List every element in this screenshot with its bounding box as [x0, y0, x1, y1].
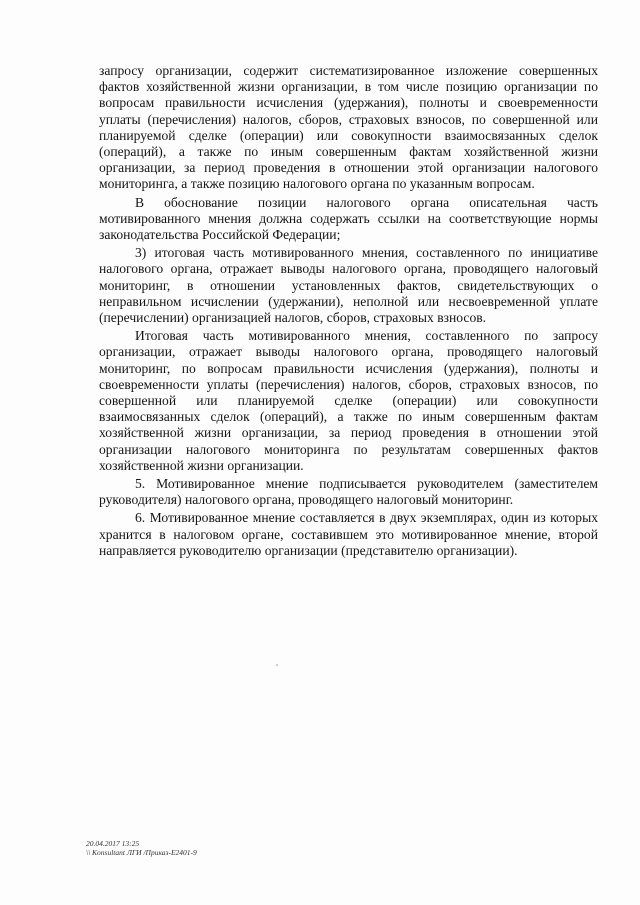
scan-speck — [276, 664, 278, 666]
footer-file-path: \\ Konsultant ЛГИ /Приказ-Е2401-9 — [86, 848, 197, 857]
footer-timestamp: 20.04.2017 13:25 — [86, 839, 140, 848]
paragraph-6: 6. Мотивированное мнение составляется в двух экземплярах, один из которых хранится в налоговом органе, составившем это мотивированное мнение, второй направляется руководителю организации (представителю организации). — [99, 510, 598, 558]
paragraph-3: 3) итоговая часть мотивированного мнения, составленного по инициативе налогового органа, отражает выводы налогового органа, проводящего налоговый мониторинг, в отношении установленных фактов, свидетельствующих о неправильном исчислении (удержании), неполной или несвоевременной уплате (перечислении) организацией налогов, сборов, страховых взносов. — [99, 245, 598, 326]
paragraph-2: В обоснование позиции налогового органа описательная часть мотивированного мнения должна содержать ссылки на соответствующие нормы законодательства Российской Федерации; — [99, 194, 598, 243]
paragraph-4: Итоговая часть мотивированного мнения, составленного по запросу организации, отражает выводы налогового органа, проводящего налоговый мониторинг, по вопросам правильности исчисления (удержания), полноты и своевременности уплаты (перечисления) налогов, сборов, страховых взносов, по совершенной или планируемой сделке (операции) или совокупности взаимосвязанных сделок (операций), а также по иным совершенным фактам хозяйственной жизни организации, за период проведения в отношении этой организации налогового мониторинга по результатам совершенных фактов хозяйственной жизни организации. — [99, 328, 598, 473]
print-footer — [86, 839, 197, 857]
paragraph-1: запросу организации, содержит систематизированное изложение совершенных фактов хозяйственной жизни организации, в том числе позицию организации по вопросам правильности исчисления (удержания), полноты и своевременности уплаты (перечисления) налогов, сборов, страховых взносов, по совершенной или планируемой сделке (операции) или совокупности взаимосвязанных сделок (операций), а также по иным совершенным фактам хозяйственной жизни организации, за период проведения в отношении этой организации налогового мониторинга, а также позицию налогового органа по указанным вопросам. — [99, 63, 598, 192]
paragraph-5: 5. Мотивированное мнение подписывается руководителем (заместителем руководителя) налогового органа, проводящего налоговый мониторинг. — [99, 476, 598, 508]
document-body — [99, 63, 598, 561]
